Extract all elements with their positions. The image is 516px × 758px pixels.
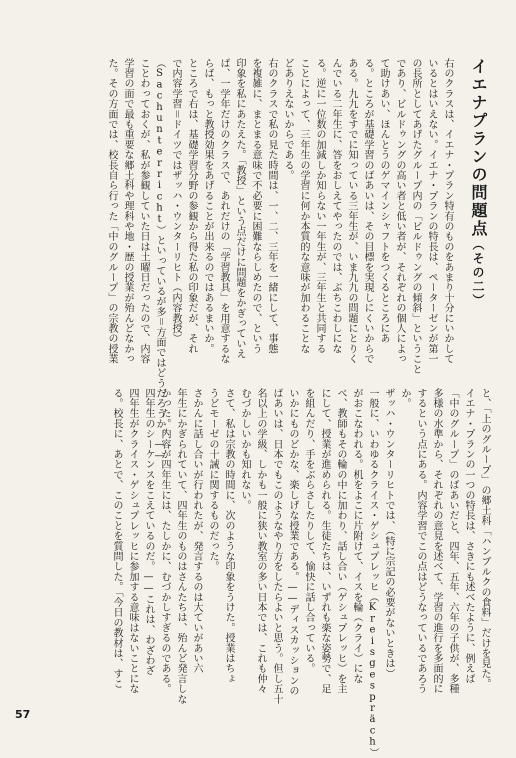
bottom-text-block: と、「上のグループ」の郷土科「ハンブルクの食料」だけを見た。 イエナ・プランの一つの特長は、さきにも述べたように、例えば 「中のグループ」のばあいだと、四年、五年、六年の子供が、多種 多様の水準から、それぞれの意見を述べて、学習の進行を多面的に するという点にある。内容学習でこの点はどうなっているであろう か。 ザッハ・ウンターリヒトでは、（特に宗記の必要がないときは） 一般に、いわゆるクライス・ゲシュプレッヒ（Kreisgespräch） がおこなわれる。机をよこに片附けて、イスを輪（クライ）にな べ、教師もその輪の中に加わり、話し合い（ゲシュプレッヒ）を主 にして、授業が進められる。生徒たちは、いずれも楽な姿勢で、足 を組んだり、手をぶらさしたりして、愉快に話し合っている。 いかにものどかな、楽しげな授業である。——ディスカッションの ばあいは、日本でもこのようなやり方をしたらよいと思う。但し五十 名以上の学級、しかも一般に狭い教室の多い日本では、これも仲々 むづかしいかも知れない。 さて、私は宗教の時間に、次のような印象をうけた。授業はちょ うどモーゼの十誡に関するものだった。 さかんに話し合いが行われたが、発言するのは大ていがあい六 年生にかぎられていて、四年生のものはさんたちは、殆んど発言しな かった。内容が四年生には、たしかに、むづかしすぎるのである。 四年生のシーケンスをこえているのだ。——これは、わざわざ 四年生がクライス・ゲシュプレッヒに参加する意味はないことにな る。校長に、あとで、このことを質問した。「今日の教材は、すこ [111, 388, 490, 758]
article-title [464, 58, 490, 338]
page-number: 57 [15, 708, 31, 721]
article-title-note: （その二） [471, 238, 485, 308]
article-title-text: イエナプランの問題点 [469, 58, 488, 238]
top-text-block: 右のクラスは、イエナ・プラン特有のものをあまり十分にいかして いるとはいえない。イエナ・プランの特長は、ペーターゼンが第一 の長所としてあげたグループ内の「ビルドゥングの傾斜」ということ であり、ビルドゥングの高い者と低い者が、それぞれの個人によっ て助けあい、ほんとうのゲマインシャフトをつくるところにあ る。ところが基礎学習のばあいは、その目標を実現しにくいからで ある。九九をすでに知っている三年生が、いま九九の問題にとりく んでいる二年生に、答をおしえてやったのでは、ぶちこわしにな る。逆に一位数の加減しか知らない一年生が、三年生と共同する ことによって、三年生の学習に何か本質的な意味が加わることな どありえないからである。 右のクラスで私の見た時間は、一、二、三年を一緒にして、事態 を複雑に、まとまる意味で不必要に困難ならしめたので、という 印象を私にあたえた。「教授」という点だけに問題をかぎっていえ ば、一学年だけのクラスで、あれだけの「学習教具」を用意するな らば、もっと教授効果をあげることが出来るのではあるまいか。 ところで右は、基礎学習分野の参観から得た私の印象だが、それ で内容学習＝ドイツではザッハ・ウンターリヒト（内容教授） （Sachunterricht）といっているが多＝方面ではどうだろうか。—— ことわっておくが、私が参観していた日は土曜日だったので、内容 学習の面で最も重要な郷土科や理科や地・歴の授業が殆んどなかっ た。その方面では、校長自ら行った「中のグループ」の宗教の授業 [106, 58, 453, 462]
